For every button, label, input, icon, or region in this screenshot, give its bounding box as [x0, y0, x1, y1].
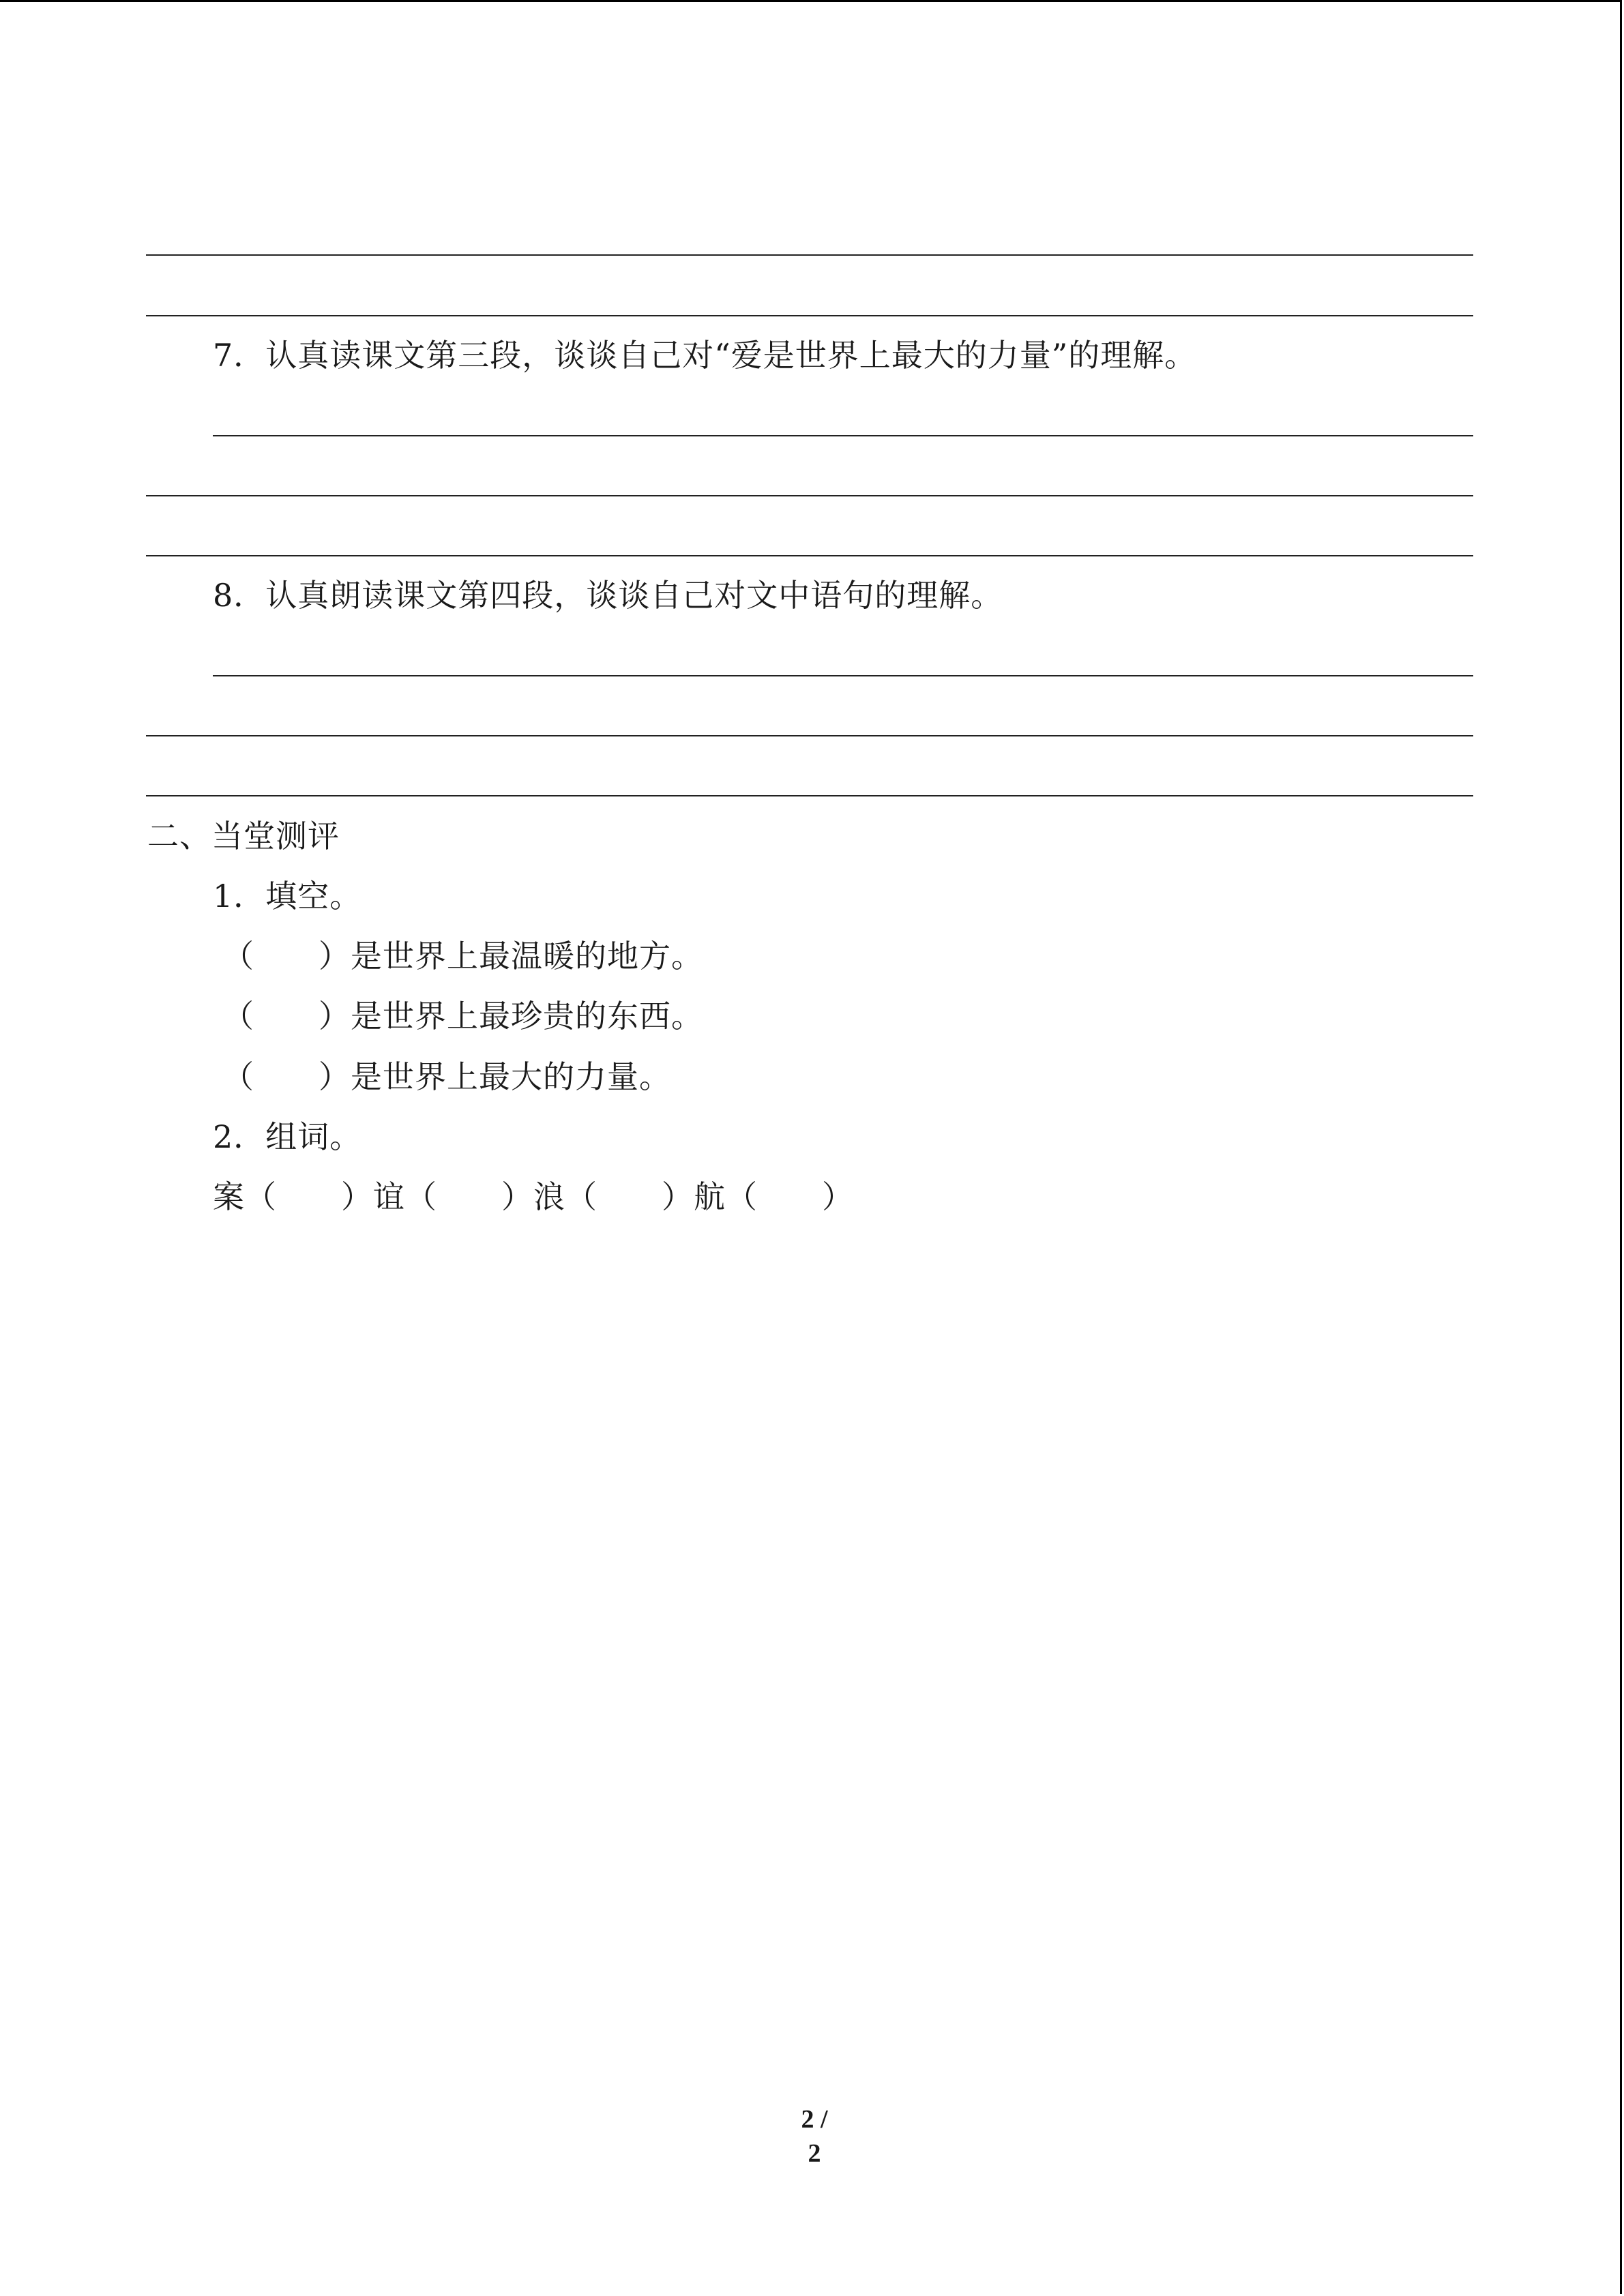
question-8: 8．认真朗读课文第四段，谈谈自己对文中语句的理解。	[213, 577, 1003, 614]
answer-line	[146, 735, 1473, 736]
page-number: 2 / 2	[801, 2105, 828, 2168]
answer-line	[146, 495, 1473, 496]
item-2-label: 2．组词。	[213, 1118, 362, 1155]
answer-line	[146, 254, 1473, 256]
answer-line	[146, 795, 1473, 796]
word-formation-line: 案（ ）谊（ ）浪（ ）航（ ）	[213, 1178, 854, 1215]
item-1-label: 1．填空。	[213, 878, 362, 914]
fill-blank-line: （ ）是世界上最大的力量。	[222, 1058, 671, 1095]
question-7: 7．认真读课文第三段，谈谈自己对“爱是世界上最大的力量”的理解。	[213, 337, 1197, 374]
section-2-title: 二、当堂测评	[147, 818, 340, 854]
fill-blank-line: （ ）是世界上最珍贵的东西。	[222, 998, 703, 1034]
fill-blank-line: （ ）是世界上最温暖的地方。	[222, 938, 703, 974]
answer-line	[146, 555, 1473, 556]
answer-line	[146, 315, 1473, 316]
answer-line	[213, 435, 1473, 436]
answer-line	[213, 675, 1473, 676]
